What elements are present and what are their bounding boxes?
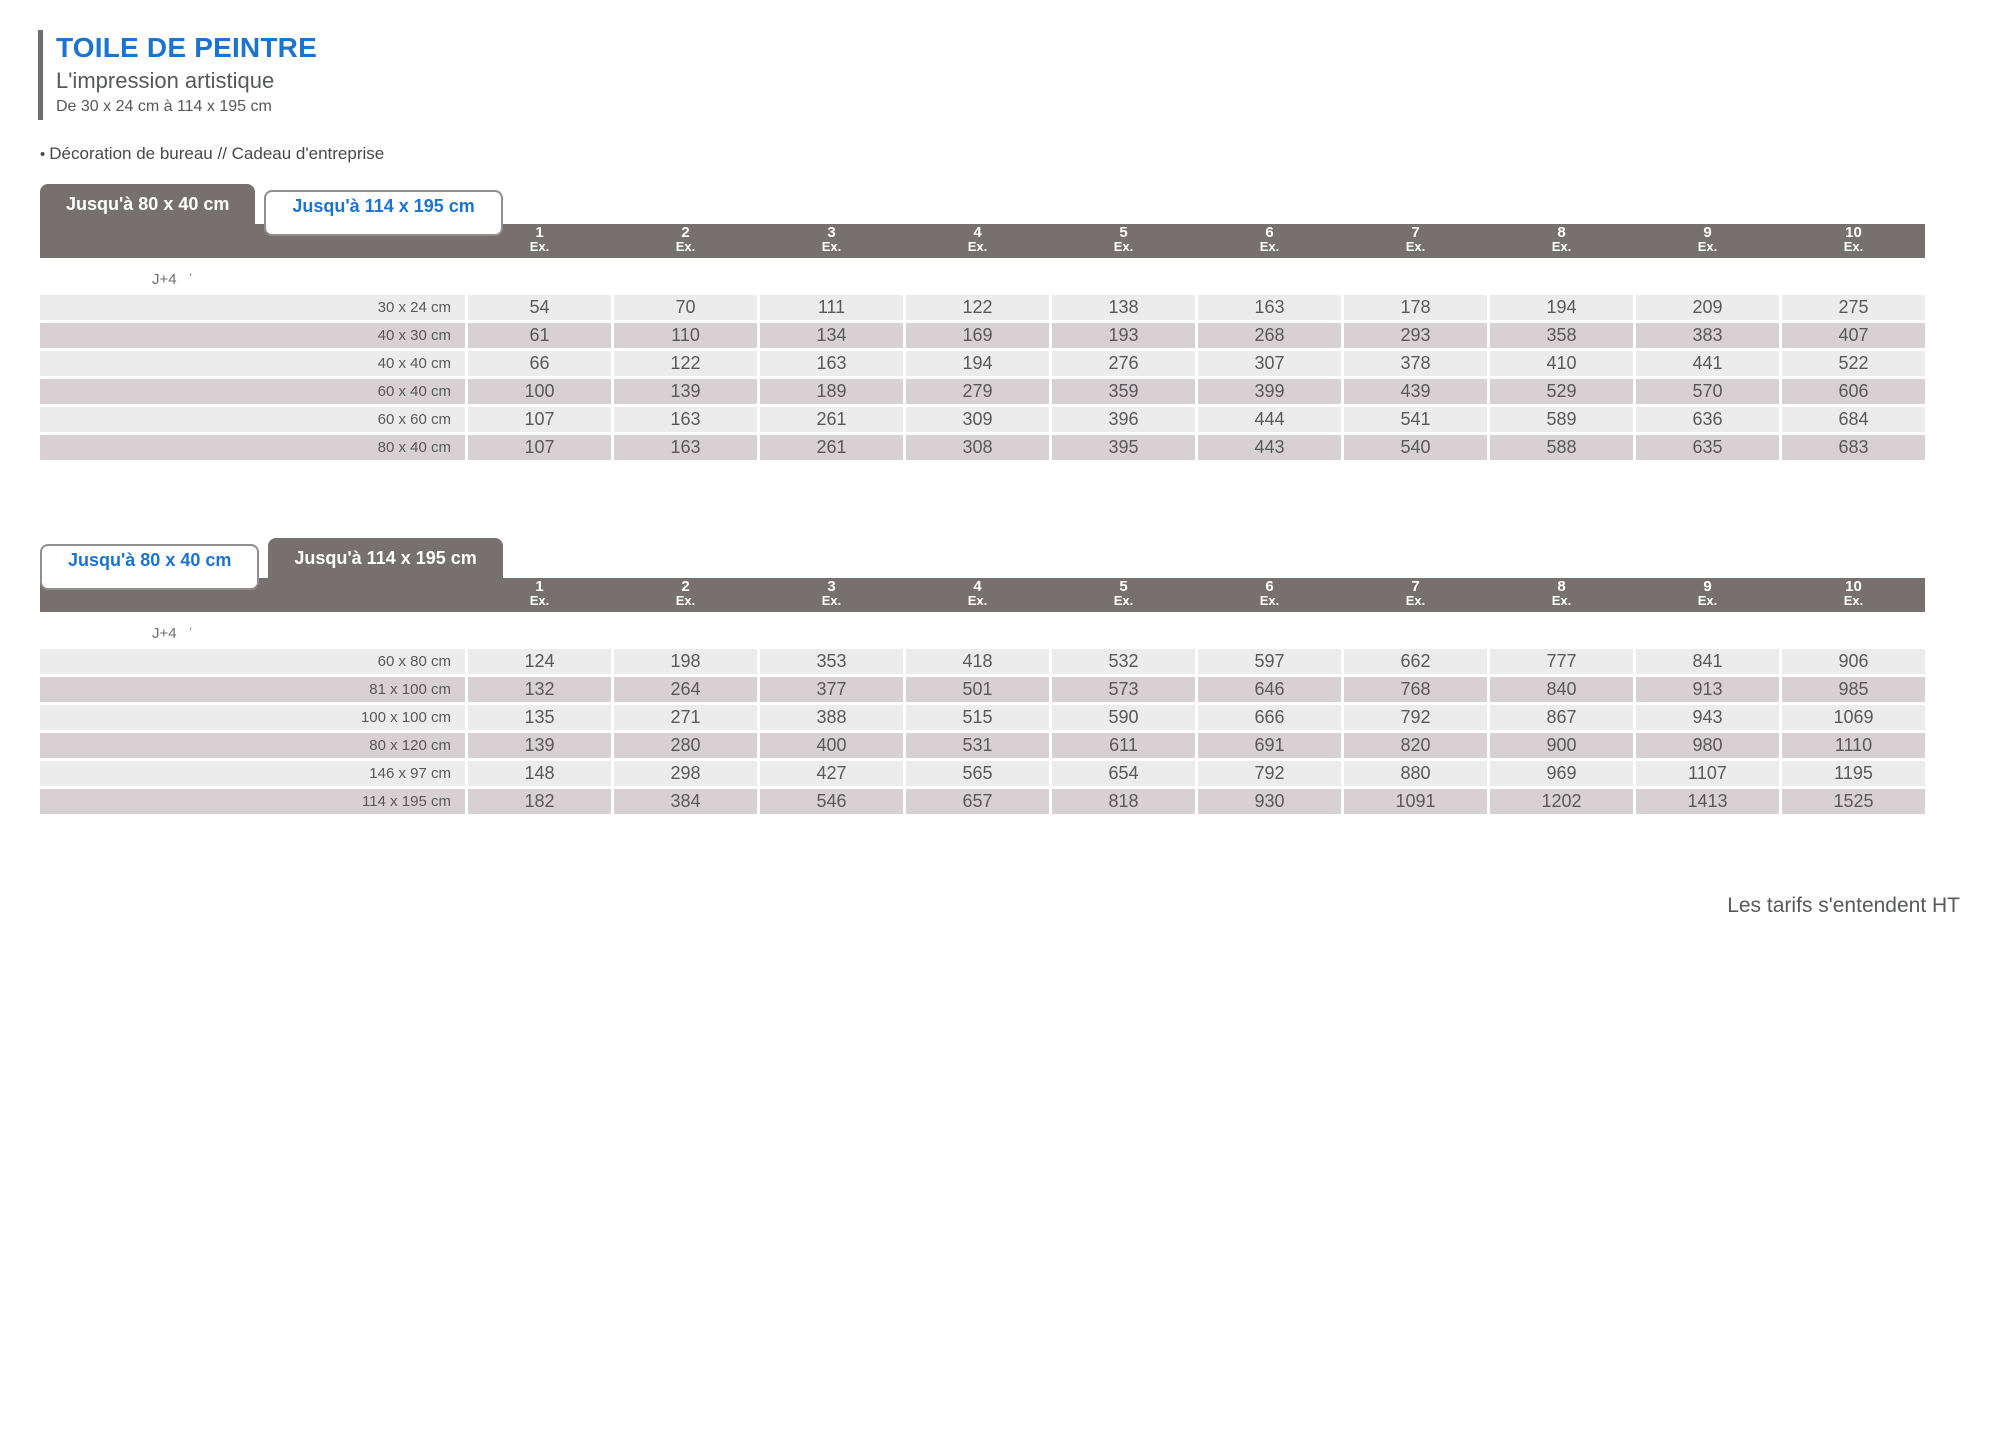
price-cell: 309	[906, 407, 1049, 432]
qty-column-header	[1198, 578, 1341, 608]
price-cell: 777	[1490, 649, 1633, 674]
price-cell: 1525	[1782, 789, 1925, 814]
table-row	[40, 733, 1925, 758]
price-cell: 61	[468, 323, 611, 348]
qty-number: 8	[1557, 578, 1566, 595]
qty-number: 3	[827, 224, 836, 241]
price-cell: 662	[1344, 649, 1487, 674]
production-delay	[152, 625, 1925, 642]
price-cell: 867	[1490, 705, 1633, 730]
delay-label: J+4	[152, 271, 177, 288]
price-cell: 110	[614, 323, 757, 348]
delay-tick-icon: ′	[189, 272, 192, 284]
qty-number: 2	[681, 578, 690, 595]
price-cell: 396	[1052, 407, 1195, 432]
page-subtitle: L'impression artistique	[56, 68, 275, 93]
price-cell: 163	[760, 351, 903, 376]
size-cell: 81 x 100 cm	[40, 677, 465, 702]
qty-number: 3	[827, 578, 836, 595]
price-cell: 840	[1490, 677, 1633, 702]
price-cell: 943	[1636, 705, 1779, 730]
table-row	[40, 649, 1925, 674]
price-cell: 880	[1344, 761, 1487, 786]
qty-column-header	[468, 578, 611, 608]
price-cell: 522	[1782, 351, 1925, 376]
qty-number: 10	[1845, 224, 1862, 241]
price-cell: 531	[906, 733, 1049, 758]
price-cell: 279	[906, 379, 1049, 404]
qty-number: 10	[1845, 578, 1862, 595]
qty-column-header	[1052, 578, 1195, 608]
qty-column-header	[1344, 578, 1487, 608]
qty-unit: Ex.	[1113, 593, 1134, 608]
price-cell: 636	[1636, 407, 1779, 432]
qty-number: 5	[1119, 224, 1128, 241]
table-row	[40, 761, 1925, 786]
qty-unit: Ex.	[1259, 593, 1280, 608]
price-cell: 135	[468, 705, 611, 730]
price-table-small-sizes	[40, 184, 1925, 460]
price-cell: 532	[1052, 649, 1195, 674]
size-cell: 80 x 120 cm	[40, 733, 465, 758]
price-cell: 107	[468, 407, 611, 432]
price-cell: 418	[906, 649, 1049, 674]
qty-number: 4	[973, 578, 982, 595]
category-label: Décoration de bureau // Cadeau d'entreprise	[49, 144, 385, 163]
size-cell: 60 x 80 cm	[40, 649, 465, 674]
table-row	[40, 705, 1925, 730]
price-cell: 597	[1198, 649, 1341, 674]
qty-number: 7	[1411, 224, 1420, 241]
qty-column-header	[1490, 578, 1633, 608]
product-header	[38, 30, 2000, 120]
size-cell: 100 x 100 cm	[40, 705, 465, 730]
price-cell: 666	[1198, 705, 1341, 730]
price-cell: 198	[614, 649, 757, 674]
price-cell: 377	[760, 677, 903, 702]
price-cell: 573	[1052, 677, 1195, 702]
price-cell: 378	[1344, 351, 1487, 376]
price-cell: 1110	[1782, 733, 1925, 758]
qty-unit: Ex.	[1551, 239, 1572, 254]
price-cell: 182	[468, 789, 611, 814]
price-cell: 100	[468, 379, 611, 404]
price-cell: 635	[1636, 435, 1779, 460]
size-cell: 146 x 97 cm	[40, 761, 465, 786]
price-cell: 178	[1344, 295, 1487, 320]
price-cell: 209	[1636, 295, 1779, 320]
price-cell: 66	[468, 351, 611, 376]
qty-unit: Ex.	[1113, 239, 1134, 254]
qty-column-header	[1344, 224, 1487, 254]
table-row	[40, 435, 1925, 460]
production-delay	[152, 271, 1925, 288]
price-cell: 691	[1198, 733, 1341, 758]
size-cell: 30 x 24 cm	[40, 295, 465, 320]
price-list-page	[0, 30, 2000, 918]
table-row	[40, 295, 1925, 320]
price-rows	[40, 649, 1925, 814]
size-cell: 80 x 40 cm	[40, 435, 465, 460]
qty-unit: Ex.	[675, 593, 696, 608]
price-cell: 124	[468, 649, 611, 674]
price-cell: 194	[906, 351, 1049, 376]
price-cell: 980	[1636, 733, 1779, 758]
size-cell: 60 x 40 cm	[40, 379, 465, 404]
price-cell: 646	[1198, 677, 1341, 702]
qty-number: 9	[1703, 224, 1712, 241]
price-table-large-sizes	[40, 538, 1925, 814]
qty-column-header	[614, 578, 757, 608]
tab-small-sizes[interactable]: Jusqu'à 80 x 40 cm	[40, 544, 259, 590]
price-cell: 606	[1782, 379, 1925, 404]
price-cell: 684	[1782, 407, 1925, 432]
price-cell: 683	[1782, 435, 1925, 460]
price-cell: 540	[1344, 435, 1487, 460]
price-cell: 353	[760, 649, 903, 674]
price-cell: 1069	[1782, 705, 1925, 730]
qty-number: 7	[1411, 578, 1420, 595]
qty-unit: Ex.	[1259, 239, 1280, 254]
qty-column-header	[1198, 224, 1341, 254]
price-cell: 70	[614, 295, 757, 320]
price-cell: 657	[906, 789, 1049, 814]
tab-large-sizes[interactable]: Jusqu'à 114 x 195 cm	[264, 190, 502, 236]
price-cell: 985	[1782, 677, 1925, 702]
price-cell: 792	[1344, 705, 1487, 730]
price-cell: 441	[1636, 351, 1779, 376]
qty-number: 1	[535, 578, 544, 595]
qty-column-header	[760, 578, 903, 608]
qty-unit: Ex.	[1843, 593, 1864, 608]
price-cell: 139	[468, 733, 611, 758]
qty-number: 9	[1703, 578, 1712, 595]
price-cell: 395	[1052, 435, 1195, 460]
tab-small-sizes[interactable]: Jusqu'à 80 x 40 cm	[40, 184, 255, 224]
table-row	[40, 323, 1925, 348]
price-cell: 264	[614, 677, 757, 702]
page-title: TOILE DE PEINTRE	[56, 32, 317, 63]
qty-unit: Ex.	[1697, 593, 1718, 608]
table-row	[40, 789, 1925, 814]
price-cell: 107	[468, 435, 611, 460]
qty-column-header	[760, 224, 903, 254]
category-line	[40, 144, 2000, 164]
table-row	[40, 677, 1925, 702]
price-cell: 122	[614, 351, 757, 376]
price-cell: 841	[1636, 649, 1779, 674]
qty-unit: Ex.	[1551, 593, 1572, 608]
price-cell: 820	[1344, 733, 1487, 758]
qty-number: 5	[1119, 578, 1128, 595]
price-cell: 122	[906, 295, 1049, 320]
qty-column-header	[1782, 578, 1925, 608]
price-cell: 515	[906, 705, 1049, 730]
price-cell: 541	[1344, 407, 1487, 432]
price-cell: 611	[1052, 733, 1195, 758]
qty-number: 8	[1557, 224, 1566, 241]
qty-unit: Ex.	[1697, 239, 1718, 254]
price-cell: 268	[1198, 323, 1341, 348]
price-cell: 900	[1490, 733, 1633, 758]
price-cell: 792	[1198, 761, 1341, 786]
price-cell: 189	[760, 379, 903, 404]
price-cell: 443	[1198, 435, 1341, 460]
price-cell: 280	[614, 733, 757, 758]
price-cell: 261	[760, 407, 903, 432]
price-cell: 529	[1490, 379, 1633, 404]
price-cell: 906	[1782, 649, 1925, 674]
price-cell: 930	[1198, 789, 1341, 814]
price-cell: 388	[760, 705, 903, 730]
price-cell: 54	[468, 295, 611, 320]
qty-column-header	[1490, 224, 1633, 254]
price-cell: 1091	[1344, 789, 1487, 814]
qty-number: 6	[1265, 578, 1274, 595]
size-cell: 40 x 30 cm	[40, 323, 465, 348]
price-cell: 969	[1490, 761, 1633, 786]
qty-number: 2	[681, 224, 690, 241]
price-cell: 169	[906, 323, 1049, 348]
qty-unit: Ex.	[967, 593, 988, 608]
price-cell: 588	[1490, 435, 1633, 460]
price-cell: 427	[760, 761, 903, 786]
qty-unit: Ex.	[821, 239, 842, 254]
price-cell: 163	[1198, 295, 1341, 320]
table-row	[40, 407, 1925, 432]
tab-large-sizes[interactable]: Jusqu'à 114 x 195 cm	[268, 538, 502, 578]
price-cell: 193	[1052, 323, 1195, 348]
price-cell: 654	[1052, 761, 1195, 786]
price-cell: 261	[760, 435, 903, 460]
price-cell: 271	[614, 705, 757, 730]
qty-unit: Ex.	[1405, 593, 1426, 608]
delay-tick-icon: ′	[189, 626, 192, 638]
price-cell: 400	[760, 733, 903, 758]
price-cell: 444	[1198, 407, 1341, 432]
qty-column-header	[906, 578, 1049, 608]
price-cell: 570	[1636, 379, 1779, 404]
quantity-header-bar	[40, 578, 1925, 612]
qty-unit: Ex.	[1405, 239, 1426, 254]
price-cell: 439	[1344, 379, 1487, 404]
price-cell: 407	[1782, 323, 1925, 348]
price-cell: 308	[906, 435, 1049, 460]
size-range: De 30 x 24 cm à 114 x 195 cm	[56, 98, 272, 115]
size-tabs	[40, 538, 1925, 578]
price-cell: 565	[906, 761, 1049, 786]
size-cell: 40 x 40 cm	[40, 351, 465, 376]
price-cell: 307	[1198, 351, 1341, 376]
qty-column-header	[1052, 224, 1195, 254]
price-cell: 501	[906, 677, 1049, 702]
price-cell: 148	[468, 761, 611, 786]
price-cell: 293	[1344, 323, 1487, 348]
qty-column-header	[1782, 224, 1925, 254]
qty-column-header	[614, 224, 757, 254]
price-cell: 818	[1052, 789, 1195, 814]
qty-column-header	[906, 224, 1049, 254]
price-cell: 546	[760, 789, 903, 814]
pricing-footnote: Les tarifs s'entendent HT	[1727, 894, 1960, 917]
qty-unit: Ex.	[675, 239, 696, 254]
qty-unit: Ex.	[1843, 239, 1864, 254]
price-cell: 359	[1052, 379, 1195, 404]
price-cell: 358	[1490, 323, 1633, 348]
price-cell: 383	[1636, 323, 1779, 348]
bullet-icon: •	[40, 146, 46, 163]
price-cell: 275	[1782, 295, 1925, 320]
price-cell: 132	[468, 677, 611, 702]
price-cell: 1107	[1636, 761, 1779, 786]
price-cell: 399	[1198, 379, 1341, 404]
price-cell: 913	[1636, 677, 1779, 702]
size-cell: 60 x 60 cm	[40, 407, 465, 432]
price-cell: 1202	[1490, 789, 1633, 814]
qty-unit: Ex.	[529, 593, 550, 608]
price-cell: 589	[1490, 407, 1633, 432]
qty-number: 6	[1265, 224, 1274, 241]
qty-unit: Ex.	[529, 239, 550, 254]
price-cell: 138	[1052, 295, 1195, 320]
price-cell: 276	[1052, 351, 1195, 376]
price-cell: 768	[1344, 677, 1487, 702]
qty-number: 4	[973, 224, 982, 241]
price-cell: 590	[1052, 705, 1195, 730]
price-cell: 384	[614, 789, 757, 814]
qty-unit: Ex.	[821, 593, 842, 608]
price-cell: 1413	[1636, 789, 1779, 814]
qty-column-header	[1636, 578, 1779, 608]
price-cell: 163	[614, 435, 757, 460]
qty-unit: Ex.	[967, 239, 988, 254]
price-cell: 298	[614, 761, 757, 786]
qty-number: 1	[535, 224, 544, 241]
price-rows	[40, 295, 1925, 460]
size-tabs	[40, 184, 1925, 224]
price-cell: 410	[1490, 351, 1633, 376]
table-row	[40, 379, 1925, 404]
qty-column-header	[1636, 224, 1779, 254]
delay-label: J+4	[152, 625, 177, 642]
price-cell: 139	[614, 379, 757, 404]
price-cell: 134	[760, 323, 903, 348]
table-row	[40, 351, 1925, 376]
price-cell: 111	[760, 295, 903, 320]
price-cell: 163	[614, 407, 757, 432]
price-cell: 1195	[1782, 761, 1925, 786]
price-cell: 194	[1490, 295, 1633, 320]
size-cell: 114 x 195 cm	[40, 789, 465, 814]
